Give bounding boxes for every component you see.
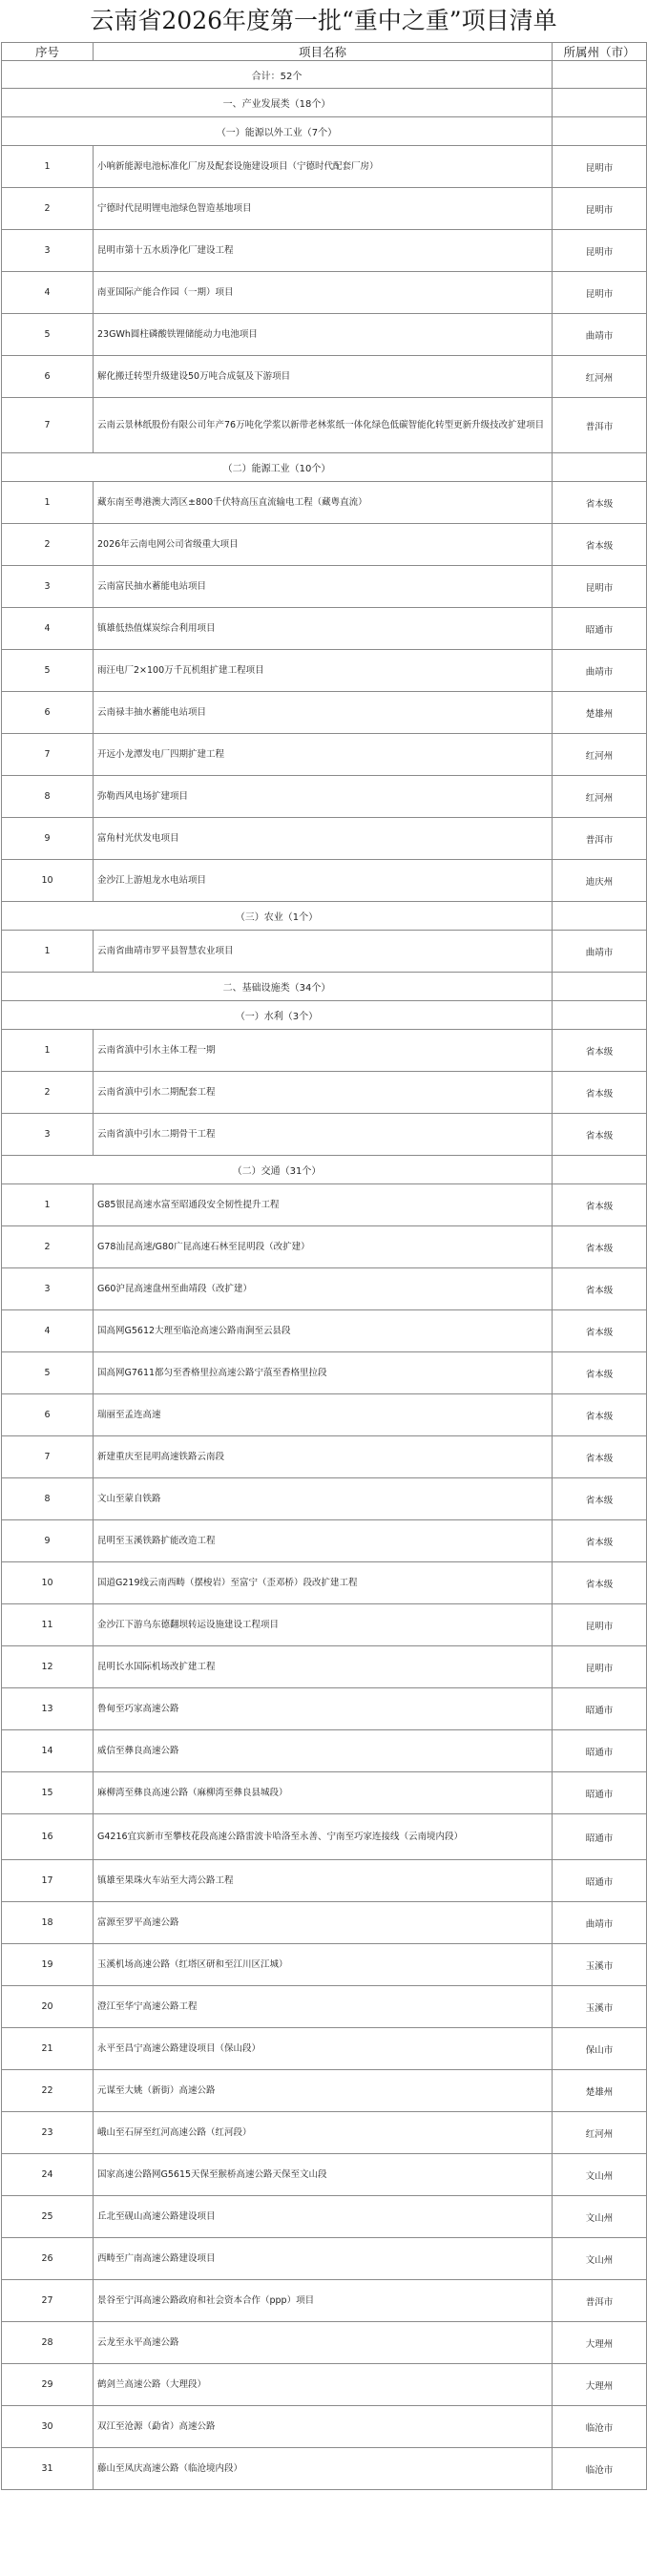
row-region: 大理州: [553, 2364, 647, 2406]
table-row: [2, 1604, 647, 1646]
table-row: [2, 398, 647, 453]
row-seq: 2: [2, 1226, 94, 1268]
row-seq: 7: [2, 734, 94, 776]
table-row: [2, 314, 647, 356]
row-project-name: 云南省滇中引水二期骨干工程: [94, 1114, 553, 1156]
row-project-name: 昆明至玉溪铁路扩能改造工程: [94, 1520, 553, 1562]
row-region: 普洱市: [553, 818, 647, 860]
row-project-name: 鹤剑兰高速公路（大理段）: [94, 2364, 553, 2406]
table-row: [2, 2112, 647, 2154]
table-row: [2, 2364, 647, 2406]
row-region: 省本级: [553, 1478, 647, 1520]
row-seq: 19: [2, 1944, 94, 1986]
row-seq: 18: [2, 1902, 94, 1944]
section-row: [2, 453, 647, 482]
row-project-name: 国高网G5612大理至临沧高速公路南涧至云县段: [94, 1310, 553, 1352]
row-project-name: 鲁甸至巧家高速公路: [94, 1688, 553, 1730]
table-row: [2, 2322, 647, 2364]
row-seq: 22: [2, 2070, 94, 2112]
row-region: 临沧市: [553, 2448, 647, 2490]
row-region: 昆明市: [553, 188, 647, 230]
row-region: 曲靖市: [553, 931, 647, 973]
table-row: [2, 2154, 647, 2196]
table-row: [2, 1268, 647, 1310]
section-title: （三）农业（1个）: [2, 902, 553, 931]
row-region: 红河州: [553, 734, 647, 776]
row-seq: 3: [2, 1268, 94, 1310]
row-project-name: G85银昆高速水富至昭通段安全韧性提升工程: [94, 1184, 553, 1226]
table-row: [2, 188, 647, 230]
row-seq: 27: [2, 2280, 94, 2322]
row-project-name: G60沪昆高速盘州至曲靖段（改扩建）: [94, 1268, 553, 1310]
row-project-name: 澄江至华宁高速公路工程: [94, 1986, 553, 2028]
row-seq: 4: [2, 608, 94, 650]
row-project-name: 麻柳湾至彝良高速公路（麻柳湾至彝良县城段）: [94, 1772, 553, 1814]
table-row: [2, 2238, 647, 2280]
section-row: [2, 117, 647, 146]
table-row: [2, 1772, 647, 1814]
row-seq: 9: [2, 818, 94, 860]
row-seq: 15: [2, 1772, 94, 1814]
row-project-name: 富源至罗平高速公路: [94, 1902, 553, 1944]
row-project-name: 镇雄至果珠火车站至大湾公路工程: [94, 1860, 553, 1902]
row-project-name: 云南富民抽水蓄能电站项目: [94, 566, 553, 608]
section-empty-cell: [553, 89, 647, 117]
row-region: 省本级: [553, 482, 647, 524]
row-project-name: 富角村光伏发电项目: [94, 818, 553, 860]
row-seq: 24: [2, 2154, 94, 2196]
row-region: 红河州: [553, 776, 647, 818]
total-empty-cell: [553, 61, 647, 89]
page-title: 云南省2026年度第一批“重中之重”项目清单: [90, 7, 557, 34]
row-region: 昆明市: [553, 1646, 647, 1688]
header-region: 所属州（市）: [553, 43, 647, 61]
table-row: [2, 1226, 647, 1268]
table-row: [2, 1646, 647, 1688]
row-seq: 7: [2, 398, 94, 453]
row-project-name: 2026年云南电网公司省级重大项目: [94, 524, 553, 566]
row-project-name: G4216宜宾新市至攀枝花段高速公路雷波卡哈洛至永善、宁南至巧家连接线（云南境内段）: [94, 1814, 553, 1860]
row-project-name: 金沙江下游乌东德翻坝转运设施建设工程项目: [94, 1604, 553, 1646]
row-region: 省本级: [553, 1226, 647, 1268]
row-project-name: 云南省滇中引水主体工程一期: [94, 1030, 553, 1072]
row-seq: 21: [2, 2028, 94, 2070]
total-label: 合计：52个: [2, 61, 553, 89]
row-region: 保山市: [553, 2028, 647, 2070]
row-region: 省本级: [553, 1030, 647, 1072]
table-row: [2, 1944, 647, 1986]
table-row: [2, 692, 647, 734]
table-row: [2, 230, 647, 272]
row-seq: 23: [2, 2112, 94, 2154]
row-region: 昭通市: [553, 1730, 647, 1772]
row-project-name: 藤山至凤庆高速公路（临沧境内段）: [94, 2448, 553, 2490]
row-region: 文山州: [553, 2238, 647, 2280]
row-region: 楚雄州: [553, 2070, 647, 2112]
row-seq: 6: [2, 692, 94, 734]
table-row: [2, 1860, 647, 1902]
row-project-name: 雨汪电厂2×100万千瓦机组扩建工程项目: [94, 650, 553, 692]
row-seq: 2: [2, 524, 94, 566]
row-seq: 5: [2, 1352, 94, 1394]
row-seq: 30: [2, 2406, 94, 2448]
section-row: [2, 1156, 647, 1184]
row-seq: 10: [2, 1562, 94, 1604]
row-seq: 6: [2, 1394, 94, 1436]
header-seq: 序号: [2, 43, 94, 61]
row-region: 昭通市: [553, 1814, 647, 1860]
table-row: [2, 1730, 647, 1772]
row-region: 昆明市: [553, 272, 647, 314]
row-project-name: 弥勒西风电场扩建项目: [94, 776, 553, 818]
row-region: 昭通市: [553, 608, 647, 650]
section-empty-cell: [553, 453, 647, 482]
row-project-name: 云龙至永平高速公路: [94, 2322, 553, 2364]
row-region: 普洱市: [553, 398, 647, 453]
table-header-row: [2, 43, 647, 61]
row-project-name: 昆明长水国际机场改扩建工程: [94, 1646, 553, 1688]
table-row: [2, 1478, 647, 1520]
row-seq: 3: [2, 1114, 94, 1156]
row-seq: 17: [2, 1860, 94, 1902]
table-row: [2, 1310, 647, 1352]
row-region: 省本级: [553, 524, 647, 566]
row-project-name: 国家高速公路网G5615天保至猴桥高速公路天保至文山段: [94, 2154, 553, 2196]
total-row: [2, 61, 647, 89]
row-seq: 25: [2, 2196, 94, 2238]
row-project-name: 解化搬迁转型升级建设50万吨合成氨及下游项目: [94, 356, 553, 398]
row-project-name: 国高网G7611都匀至香格里拉高速公路宁蒗至香格里拉段: [94, 1352, 553, 1394]
row-seq: 1: [2, 146, 94, 188]
row-project-name: 文山至蒙自铁路: [94, 1478, 553, 1520]
row-project-name: 云南省曲靖市罗平县智慧农业项目: [94, 931, 553, 973]
row-region: 省本级: [553, 1114, 647, 1156]
table-row: [2, 734, 647, 776]
row-region: 昆明市: [553, 146, 647, 188]
row-seq: 8: [2, 776, 94, 818]
section-row: [2, 1001, 647, 1030]
row-seq: 10: [2, 860, 94, 902]
table-row: [2, 1072, 647, 1114]
row-region: 曲靖市: [553, 314, 647, 356]
row-region: 临沧市: [553, 2406, 647, 2448]
row-project-name: 镇雄低热值煤炭综合利用项目: [94, 608, 553, 650]
table-row: [2, 2406, 647, 2448]
row-region: 省本级: [553, 1352, 647, 1394]
table-row: [2, 2070, 647, 2112]
project-table: [1, 42, 647, 2490]
table-row: [2, 1114, 647, 1156]
table-row: [2, 1520, 647, 1562]
row-project-name: 元谋至大姚（新街）高速公路: [94, 2070, 553, 2112]
row-project-name: 国道G219线云南西畴（摆梭岩）至富宁（歪邓桥）段改扩建工程: [94, 1562, 553, 1604]
table-row: [2, 860, 647, 902]
row-region: 省本级: [553, 1394, 647, 1436]
row-region: 省本级: [553, 1436, 647, 1478]
row-region: 大理州: [553, 2322, 647, 2364]
row-region: 迪庆州: [553, 860, 647, 902]
section-row: [2, 902, 647, 931]
row-project-name: 云南省滇中引水二期配套工程: [94, 1072, 553, 1114]
row-seq: 5: [2, 314, 94, 356]
table-row: [2, 931, 647, 973]
row-seq: 4: [2, 272, 94, 314]
table-row: [2, 272, 647, 314]
row-region: 省本级: [553, 1184, 647, 1226]
table-row: [2, 1436, 647, 1478]
table-row: [2, 1986, 647, 2028]
row-seq: 1: [2, 482, 94, 524]
row-region: 昆明市: [553, 566, 647, 608]
table-row: [2, 524, 647, 566]
row-project-name: 金沙江上游旭龙水电站项目: [94, 860, 553, 902]
row-project-name: G78汕昆高速/G80广昆高速石林至昆明段（改扩建）: [94, 1226, 553, 1268]
row-region: 玉溪市: [553, 1986, 647, 2028]
row-project-name: 景谷至宁洱高速公路政府和社会资本合作（ppp）项目: [94, 2280, 553, 2322]
row-seq: 1: [2, 1184, 94, 1226]
row-region: 省本级: [553, 1520, 647, 1562]
row-region: 省本级: [553, 1072, 647, 1114]
row-region: 昆明市: [553, 230, 647, 272]
table-row: [2, 776, 647, 818]
row-region: 文山州: [553, 2154, 647, 2196]
row-project-name: 丘北至砚山高速公路建设项目: [94, 2196, 553, 2238]
row-seq: 31: [2, 2448, 94, 2490]
row-seq: 8: [2, 1478, 94, 1520]
row-project-name: 西畴至广南高速公路建设项目: [94, 2238, 553, 2280]
table-row: [2, 1902, 647, 1944]
row-region: 省本级: [553, 1562, 647, 1604]
table-row: [2, 356, 647, 398]
table-row: [2, 608, 647, 650]
row-project-name: 藏东南至粤港澳大湾区±800千伏特高压直流输电工程（藏粤直流）: [94, 482, 553, 524]
row-project-name: 开远小龙潭发电厂四期扩建工程: [94, 734, 553, 776]
row-project-name: 宁德时代昆明锂电池绿色智造基地项目: [94, 188, 553, 230]
row-seq: 9: [2, 1520, 94, 1562]
row-seq: 1: [2, 931, 94, 973]
row-seq: 3: [2, 566, 94, 608]
section-empty-cell: [553, 1001, 647, 1030]
section-row: [2, 973, 647, 1001]
section-title: （二）能源工业（10个）: [2, 453, 553, 482]
table-body: [2, 43, 647, 2490]
row-region: 红河州: [553, 356, 647, 398]
section-empty-cell: [553, 1156, 647, 1184]
table-row: [2, 1030, 647, 1072]
row-seq: 5: [2, 650, 94, 692]
row-region: 文山州: [553, 2196, 647, 2238]
section-empty-cell: [553, 117, 647, 146]
row-seq: 13: [2, 1688, 94, 1730]
row-region: 昆明市: [553, 1604, 647, 1646]
row-project-name: 新建重庆至昆明高速铁路云南段: [94, 1436, 553, 1478]
table-row: [2, 566, 647, 608]
row-project-name: 昆明市第十五水质净化厂建设工程: [94, 230, 553, 272]
table-row: [2, 818, 647, 860]
section-title: 一、产业发展类（18个）: [2, 89, 553, 117]
table-row: [2, 2280, 647, 2322]
table-row: [2, 2196, 647, 2238]
row-seq: 28: [2, 2322, 94, 2364]
section-empty-cell: [553, 973, 647, 1001]
section-title: （二）交通（31个）: [2, 1156, 553, 1184]
row-region: 曲靖市: [553, 650, 647, 692]
row-project-name: 云南禄丰抽水蓄能电站项目: [94, 692, 553, 734]
table-row: [2, 1688, 647, 1730]
row-project-name: 瑞丽至孟连高速: [94, 1394, 553, 1436]
row-seq: 16: [2, 1814, 94, 1860]
row-seq: 2: [2, 188, 94, 230]
table-row: [2, 650, 647, 692]
row-region: 红河州: [553, 2112, 647, 2154]
table-row: [2, 1394, 647, 1436]
table-row: [2, 2448, 647, 2490]
section-title: （一）能源以外工业（7个）: [2, 117, 553, 146]
row-seq: 26: [2, 2238, 94, 2280]
section-empty-cell: [553, 902, 647, 931]
section-title: 二、基础设施类（34个）: [2, 973, 553, 1001]
row-project-name: 23GWh圆柱磷酸铁锂储能动力电池项目: [94, 314, 553, 356]
row-region: 昭通市: [553, 1688, 647, 1730]
section-title: （一）水利（3个）: [2, 1001, 553, 1030]
row-project-name: 永平至昌宁高速公路建设项目（保山段）: [94, 2028, 553, 2070]
row-project-name: 小响新能源电池标准化厂房及配套设施建设项目（宁德时代配套厂房）: [94, 146, 553, 188]
row-region: 昭通市: [553, 1772, 647, 1814]
row-region: 昭通市: [553, 1860, 647, 1902]
table-row: [2, 2028, 647, 2070]
section-row: [2, 89, 647, 117]
row-seq: 11: [2, 1604, 94, 1646]
row-seq: 4: [2, 1310, 94, 1352]
row-seq: 14: [2, 1730, 94, 1772]
row-project-name: 云南云景林纸股份有限公司年产76万吨化学浆以新带老林浆纸一体化绿色低碳智能化转型更新升级技改扩建项目: [94, 398, 553, 453]
row-region: 楚雄州: [553, 692, 647, 734]
row-seq: 20: [2, 1986, 94, 2028]
table-row: [2, 1562, 647, 1604]
row-project-name: 玉溪机场高速公路（红塔区研和至江川区江城）: [94, 1944, 553, 1986]
table-row: [2, 1184, 647, 1226]
row-seq: 6: [2, 356, 94, 398]
row-region: 省本级: [553, 1268, 647, 1310]
row-project-name: 南亚国际产能合作园（一期）项目: [94, 272, 553, 314]
row-seq: 1: [2, 1030, 94, 1072]
row-seq: 3: [2, 230, 94, 272]
row-region: 玉溪市: [553, 1944, 647, 1986]
header-name: 项目名称: [94, 43, 553, 61]
row-region: 省本级: [553, 1310, 647, 1352]
row-project-name: 峨山至石屏至红河高速公路（红河段）: [94, 2112, 553, 2154]
table-row: [2, 146, 647, 188]
table-row: [2, 1814, 647, 1860]
row-project-name: 双江至沧源（勐省）高速公路: [94, 2406, 553, 2448]
row-region: 普洱市: [553, 2280, 647, 2322]
row-seq: 7: [2, 1436, 94, 1478]
row-seq: 2: [2, 1072, 94, 1114]
table-row: [2, 482, 647, 524]
row-project-name: 威信至彝良高速公路: [94, 1730, 553, 1772]
row-region: 曲靖市: [553, 1902, 647, 1944]
row-seq: 12: [2, 1646, 94, 1688]
row-seq: 29: [2, 2364, 94, 2406]
table-row: [2, 1352, 647, 1394]
